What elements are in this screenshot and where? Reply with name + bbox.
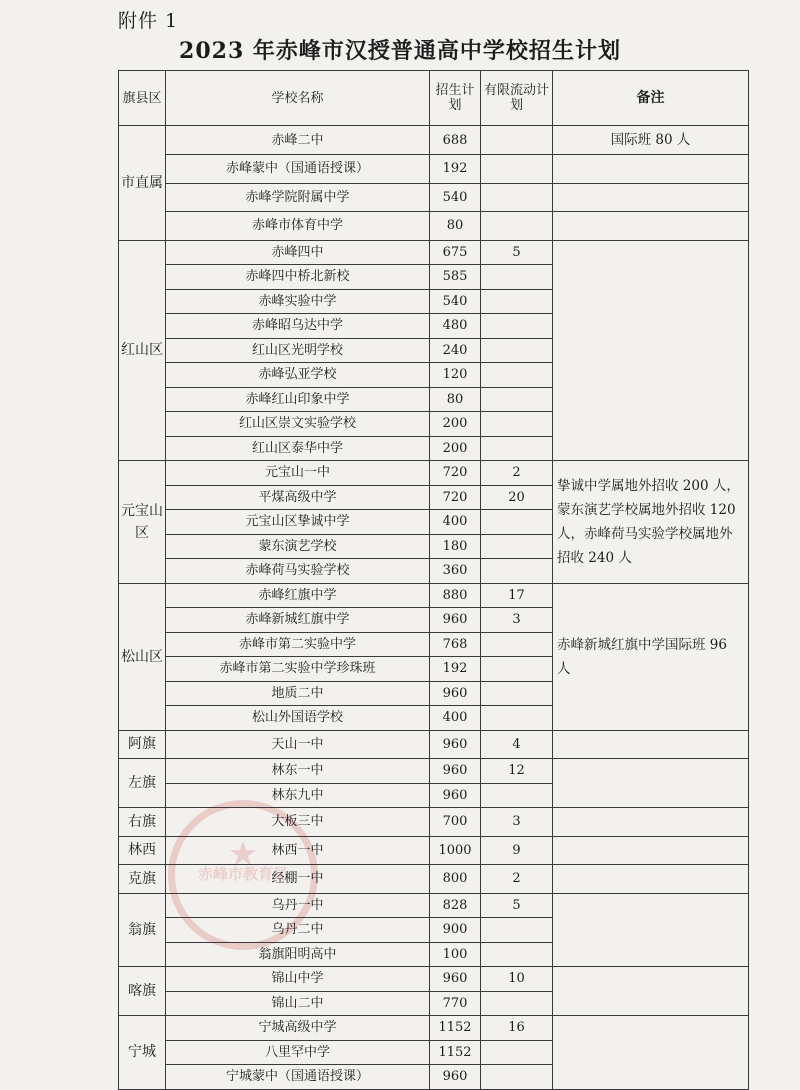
- school-name-cell: 元宝山区挚诚中学: [166, 510, 430, 535]
- district-cell: 宁城: [119, 1016, 166, 1090]
- flow-cell: [481, 918, 553, 943]
- plan-cell: 960: [430, 759, 481, 784]
- school-name-cell: 林西一中: [166, 836, 430, 865]
- flow-cell: [481, 681, 553, 706]
- flow-cell: [481, 412, 553, 437]
- district-cell: 右旗: [119, 808, 166, 837]
- header-plan: 招生计划: [430, 71, 481, 126]
- district-cell: 红山区: [119, 240, 166, 461]
- table-row: [119, 183, 749, 212]
- school-name-cell: 八里罕中学: [166, 1040, 430, 1065]
- flow-cell: 2: [481, 461, 553, 486]
- school-name-cell: 赤峰二中: [166, 126, 430, 155]
- note-cell: [553, 212, 749, 241]
- flow-cell: [481, 783, 553, 808]
- note-cell: [553, 967, 749, 1016]
- school-name-cell: 林东一中: [166, 759, 430, 784]
- school-name-cell: 锦山中学: [166, 967, 430, 992]
- school-name-cell: 平煤高级中学: [166, 485, 430, 510]
- school-name-cell: 赤峰荷马实验学校: [166, 559, 430, 584]
- school-name-cell: 乌丹二中: [166, 918, 430, 943]
- plan-cell: 960: [430, 783, 481, 808]
- plan-cell: 960: [430, 1065, 481, 1090]
- flow-cell: 12: [481, 759, 553, 784]
- plan-cell: 700: [430, 808, 481, 837]
- table-row: [119, 155, 749, 184]
- plan-cell: 240: [430, 338, 481, 363]
- school-name-cell: 赤峰四中桥北新校: [166, 265, 430, 290]
- flow-cell: [481, 657, 553, 682]
- table-row: [119, 836, 749, 865]
- school-name-cell: 赤峰市第二实验中学: [166, 632, 430, 657]
- plan-cell: 900: [430, 918, 481, 943]
- district-cell: 林西: [119, 836, 166, 865]
- admission-plan-table: [118, 70, 749, 1090]
- district-cell: 元宝山区: [119, 461, 166, 584]
- flow-cell: [481, 1040, 553, 1065]
- plan-cell: 1152: [430, 1016, 481, 1041]
- plan-cell: 800: [430, 865, 481, 894]
- school-name-cell: 林东九中: [166, 783, 430, 808]
- plan-cell: 880: [430, 583, 481, 608]
- school-name-cell: 经棚一中: [166, 865, 430, 894]
- school-name-cell: 大板三中: [166, 808, 430, 837]
- school-name-cell: 赤峰红山印象中学: [166, 387, 430, 412]
- header-flow: 有限流动计划: [481, 71, 553, 126]
- plan-cell: 480: [430, 314, 481, 339]
- note-cell: [553, 183, 749, 212]
- flow-cell: [481, 314, 553, 339]
- plan-cell: 360: [430, 559, 481, 584]
- note-cell: [553, 893, 749, 967]
- school-name-cell: 锦山二中: [166, 991, 430, 1016]
- table-row: [119, 240, 749, 265]
- header-district: 旗县区: [119, 71, 166, 126]
- school-name-cell: 元宝山一中: [166, 461, 430, 486]
- school-name-cell: 赤峰实验中学: [166, 289, 430, 314]
- flow-cell: 20: [481, 485, 553, 510]
- flow-cell: [481, 212, 553, 241]
- district-cell: 喀旗: [119, 967, 166, 1016]
- table-body: [119, 126, 749, 1090]
- school-name-cell: 天山一中: [166, 730, 430, 759]
- plan-cell: 770: [430, 991, 481, 1016]
- district-cell: 左旗: [119, 759, 166, 808]
- flow-cell: [481, 632, 553, 657]
- header-school: 学校名称: [166, 71, 430, 126]
- flow-cell: [481, 126, 553, 155]
- district-cell: 阿旗: [119, 730, 166, 759]
- flow-cell: [481, 338, 553, 363]
- plan-cell: 400: [430, 510, 481, 535]
- plan-cell: 200: [430, 436, 481, 461]
- flow-cell: [481, 510, 553, 535]
- plan-cell: 180: [430, 534, 481, 559]
- table-row: [119, 967, 749, 992]
- district-cell: 市直属: [119, 126, 166, 241]
- plan-cell: 1000: [430, 836, 481, 865]
- district-cell: 松山区: [119, 583, 166, 730]
- flow-cell: 5: [481, 893, 553, 918]
- note-cell: [553, 240, 749, 461]
- note-cell: [553, 730, 749, 759]
- district-cell: 翁旗: [119, 893, 166, 967]
- plan-cell: 688: [430, 126, 481, 155]
- school-name-cell: 赤峰市体育中学: [166, 212, 430, 241]
- plan-cell: 720: [430, 485, 481, 510]
- school-name-cell: 松山外国语学校: [166, 706, 430, 731]
- school-name-cell: 赤峰学院附属中学: [166, 183, 430, 212]
- plan-cell: 80: [430, 212, 481, 241]
- note-cell: 挚诚中学属地外招收 200 人，蒙东演艺学校属地外招收 120 人，赤峰荷马实验学校属地外招收 240 人: [553, 461, 749, 584]
- flow-cell: 17: [481, 583, 553, 608]
- flow-cell: 4: [481, 730, 553, 759]
- note-cell: [553, 865, 749, 894]
- plan-cell: 960: [430, 681, 481, 706]
- header-row: [119, 71, 749, 126]
- school-name-cell: 翁旗阳明高中: [166, 942, 430, 967]
- flow-cell: [481, 436, 553, 461]
- school-name-cell: 赤峰弘亚学校: [166, 363, 430, 388]
- note-cell: [553, 836, 749, 865]
- school-name-cell: 赤峰四中: [166, 240, 430, 265]
- note-cell: [553, 155, 749, 184]
- plan-cell: 960: [430, 967, 481, 992]
- plan-cell: 400: [430, 706, 481, 731]
- table-row: [119, 865, 749, 894]
- flow-cell: [481, 289, 553, 314]
- table-row: [119, 583, 749, 608]
- district-cell: 克旗: [119, 865, 166, 894]
- plan-cell: 828: [430, 893, 481, 918]
- school-name-cell: 赤峰蒙中（国通语授课）: [166, 155, 430, 184]
- plan-cell: 80: [430, 387, 481, 412]
- flow-cell: [481, 387, 553, 412]
- school-name-cell: 红山区崇文实验学校: [166, 412, 430, 437]
- plan-cell: 1152: [430, 1040, 481, 1065]
- school-name-cell: 地质二中: [166, 681, 430, 706]
- plan-cell: 960: [430, 608, 481, 633]
- plan-cell: 540: [430, 183, 481, 212]
- note-cell: 国际班 80 人: [553, 126, 749, 155]
- note-cell: [553, 1016, 749, 1090]
- flow-cell: [481, 183, 553, 212]
- plan-cell: 120: [430, 363, 481, 388]
- flow-cell: [481, 942, 553, 967]
- note-cell: [553, 808, 749, 837]
- flow-cell: [481, 534, 553, 559]
- school-name-cell: 宁城高级中学: [166, 1016, 430, 1041]
- table-row: [119, 759, 749, 784]
- flow-cell: [481, 155, 553, 184]
- plan-cell: 768: [430, 632, 481, 657]
- flow-cell: 3: [481, 608, 553, 633]
- flow-cell: [481, 265, 553, 290]
- plan-cell: 192: [430, 155, 481, 184]
- official-seal: ★ 赤峰市教育局: [168, 800, 318, 950]
- school-name-cell: 宁城蒙中（国通语授课）: [166, 1065, 430, 1090]
- table-row: [119, 126, 749, 155]
- table-row: [119, 1016, 749, 1041]
- school-name-cell: 赤峰昭乌达中学: [166, 314, 430, 339]
- school-name-cell: 蒙东演艺学校: [166, 534, 430, 559]
- plan-cell: 960: [430, 730, 481, 759]
- note-cell: 赤峰新城红旗中学国际班 96 人: [553, 583, 749, 730]
- plan-cell: 192: [430, 657, 481, 682]
- school-name-cell: 赤峰新城红旗中学: [166, 608, 430, 633]
- note-cell: [553, 759, 749, 808]
- flow-cell: [481, 991, 553, 1016]
- flow-cell: 5: [481, 240, 553, 265]
- plan-cell: 585: [430, 265, 481, 290]
- table-row: [119, 893, 749, 918]
- flow-cell: 16: [481, 1016, 553, 1041]
- table-row: [119, 461, 749, 486]
- flow-cell: 3: [481, 808, 553, 837]
- flow-cell: [481, 1065, 553, 1090]
- header-note: 备注: [553, 71, 749, 126]
- table-row: [119, 212, 749, 241]
- table-row: [119, 730, 749, 759]
- page-title: 2023 年赤峰市汉授普通高中学校招生计划: [179, 38, 621, 64]
- flow-cell: [481, 559, 553, 584]
- school-name-cell: 乌丹一中: [166, 893, 430, 918]
- plan-cell: 100: [430, 942, 481, 967]
- plan-cell: 720: [430, 461, 481, 486]
- school-name-cell: 赤峰市第二实验中学珍珠班: [166, 657, 430, 682]
- plan-cell: 540: [430, 289, 481, 314]
- flow-cell: 9: [481, 836, 553, 865]
- plan-cell: 675: [430, 240, 481, 265]
- flow-cell: [481, 706, 553, 731]
- flow-cell: 2: [481, 865, 553, 894]
- admission-plan-sheet: [118, 70, 749, 1090]
- plan-cell: 200: [430, 412, 481, 437]
- school-name-cell: 赤峰红旗中学: [166, 583, 430, 608]
- flow-cell: 10: [481, 967, 553, 992]
- school-name-cell: 红山区泰华中学: [166, 436, 430, 461]
- table-row: [119, 808, 749, 837]
- school-name-cell: 红山区光明学校: [166, 338, 430, 363]
- flow-cell: [481, 363, 553, 388]
- attachment-label: 附件 1: [118, 10, 179, 32]
